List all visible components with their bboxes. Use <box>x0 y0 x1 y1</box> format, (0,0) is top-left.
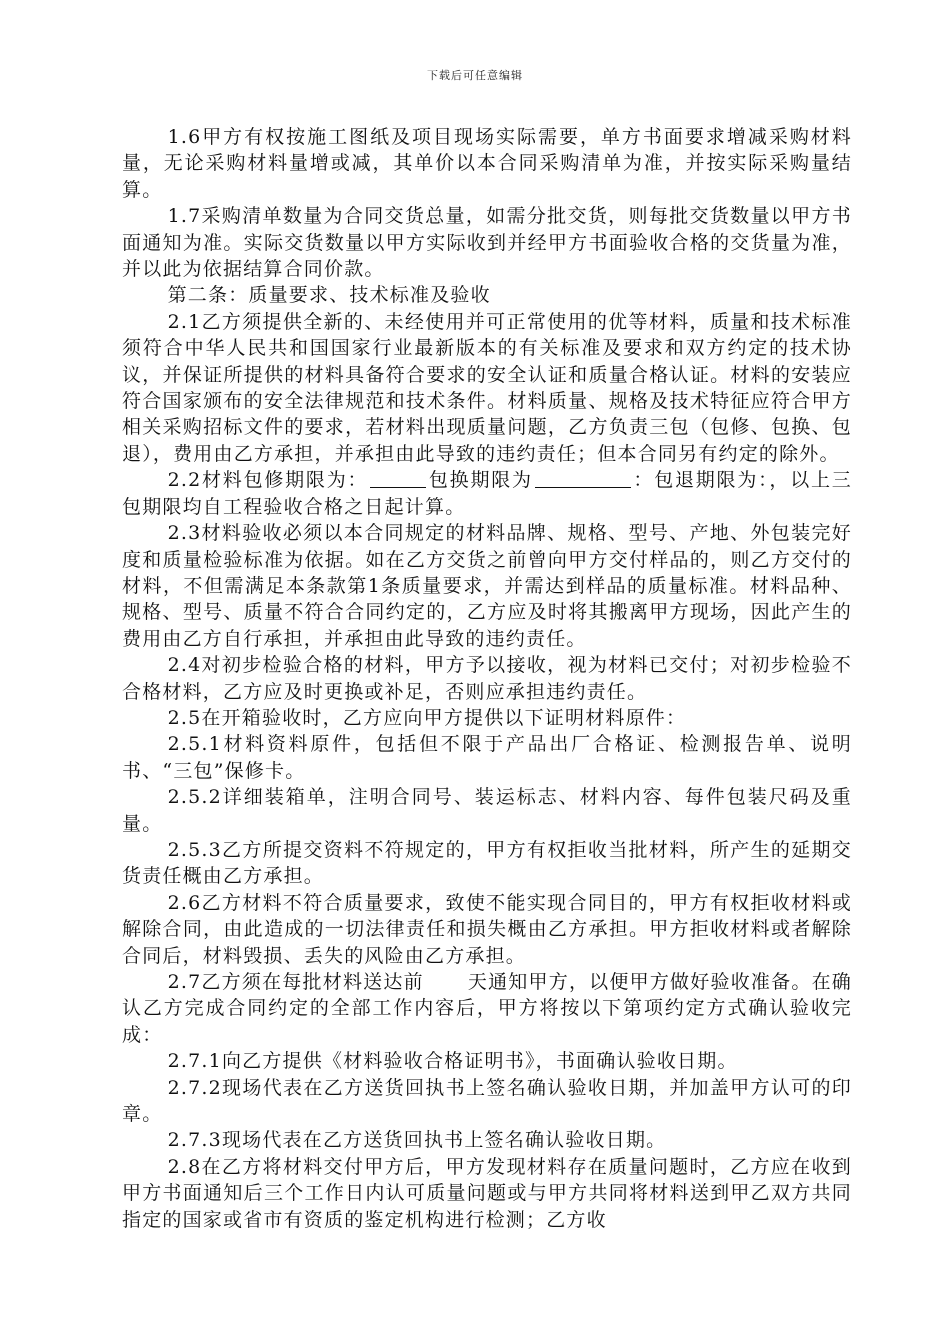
clause-2-4: 2.4对初步检验合格的材料，甲方予以接收，视为材料已交付；对初步检验不合格材料，乙方应及时更换或补足，否则应承担违约责任。 <box>122 654 852 703</box>
clause-1-6: 1.6甲方有权按施工图纸及项目现场实际需要，单方书面要求增减采购材料量，无论采购材料量增或减，其单价以本合同采购清单为准，并按实际采购量结算。 <box>122 126 852 201</box>
clause-2-3: 2.3材料验收必须以本合同规定的材料品牌、规格、型号、产地、外包装完好度和质量检验标准为依据。如在乙方交货之前曾向甲方交付样品的，则乙方交付的材料，不但需满足本条款第1条质量要求，并需达到样品的质量标准。材料品种、规格、型号、质量不符合合同约定的，乙方应及时将其搬离甲方现场，因此产生的费用由乙方自行承担，并承担由此导致的违约责任。 <box>122 522 852 650</box>
clause-2-2-text-a: 2.2材料包修期限为： <box>167 469 369 492</box>
clause-2-2-text-c: ：包退期限为： <box>632 469 770 492</box>
clause-2-7-text-b: 天通知甲方，以便甲方做好验收准备。在确认乙方完成合同约定的全部工作内容后，甲方将按以下第项约定方式确认验收完成： <box>122 971 852 1046</box>
section-heading-article-2: 第二条：质量要求、技术标准及验收 <box>167 284 491 307</box>
clause-2-5-1: 2.5.1材料资料原件，包括但不限于产品出厂合格证、检测报告单、说明书、“三包”保修卡。 <box>122 733 852 782</box>
repair-period-blank[interactable] <box>370 469 426 488</box>
clause-1-7: 1.7采购清单数量为合同交货总量，如需分批交货，则每批交货数量以甲方书面通知为准。实际交货数量以甲方实际收到并经甲方书面验收合格的交货量为准，并以此为依据结算合同价款。 <box>122 205 852 281</box>
clause-2-5: 2.5在开箱验收时，乙方应向甲方提供以下证明材料原件： <box>167 706 687 729</box>
page-header: 下载后可任意编辑 <box>427 69 523 82</box>
clause-2-1: 2.1乙方须提供全新的、未经使用并可正常使用的优等材料，质量和技术标准须符合中华人民共和国国家行业最新版本的有关标准及要求和双方约定的技术协议，并保证所提供的材料具备符合要求的安全认证和质量合格认证。材料的安装应符合国家颁布的安全法律规范和技术条件。材料质量、规格及技术特征应符合甲方相关采购招标文件的要求，若材料出现质量问题，乙方负责三包（包修、包换、包退），费用由乙方承担，并承担由此导致的违约责任；但本合同另有约定的除外。 <box>122 310 852 465</box>
clause-2-7-text-a: 2.7乙方须在每批材料送达前 <box>167 971 424 993</box>
clause-2-7-2: 2.7.2现场代表在乙方送货回执书上签名确认验收日期，并加盖甲方认可的印章。 <box>122 1076 852 1126</box>
clause-2-2 <box>122 467 852 520</box>
clause-2-7-1: 2.7.1向乙方提供《材料验收合格证明书》，书面确认验收日期。 <box>167 1050 738 1073</box>
clause-2-8: 2.8在乙方将材料交付甲方后，甲方发现材料存在质量问题时，乙方应在收到甲方书面通知后三个工作日内认可质量问题或与甲方共同将材料送到甲乙双方共同指定的国家或省市有资质的鉴定机构进行检测；乙方收 <box>122 1155 852 1231</box>
clause-2-2-text-d: ，以上三包期限均自工程验收合格之日起计算。 <box>122 469 852 518</box>
clause-2-6: 2.6乙方材料不符合质量要求，致使不能实现合同目的，甲方有权拒收材料或解除合同，由此造成的一切法律责任和损失概由乙方承担。甲方拒收材料或者解除合同后，材料毁损、丢失的风险由乙方承担。 <box>122 891 852 967</box>
clause-2-5-3: 2.5.3乙方所提交资料不符规定的，甲方有权拒收当批材料，所产生的延期交货责任概由乙方承担。 <box>122 838 852 888</box>
document-body <box>122 124 852 1233</box>
clause-2-5-2: 2.5.2详细装箱单，注明合同号、装运标志、材料内容、每件包装尺码及重量。 <box>122 786 852 835</box>
exchange-period-blank[interactable] <box>535 469 631 488</box>
clause-2-2-text-b: 包换期限为 <box>428 469 533 492</box>
clause-2-7-3: 2.7.3现场代表在乙方送货回执书上签名确认验收日期。 <box>167 1129 667 1152</box>
clause-2-7 <box>122 969 852 1048</box>
